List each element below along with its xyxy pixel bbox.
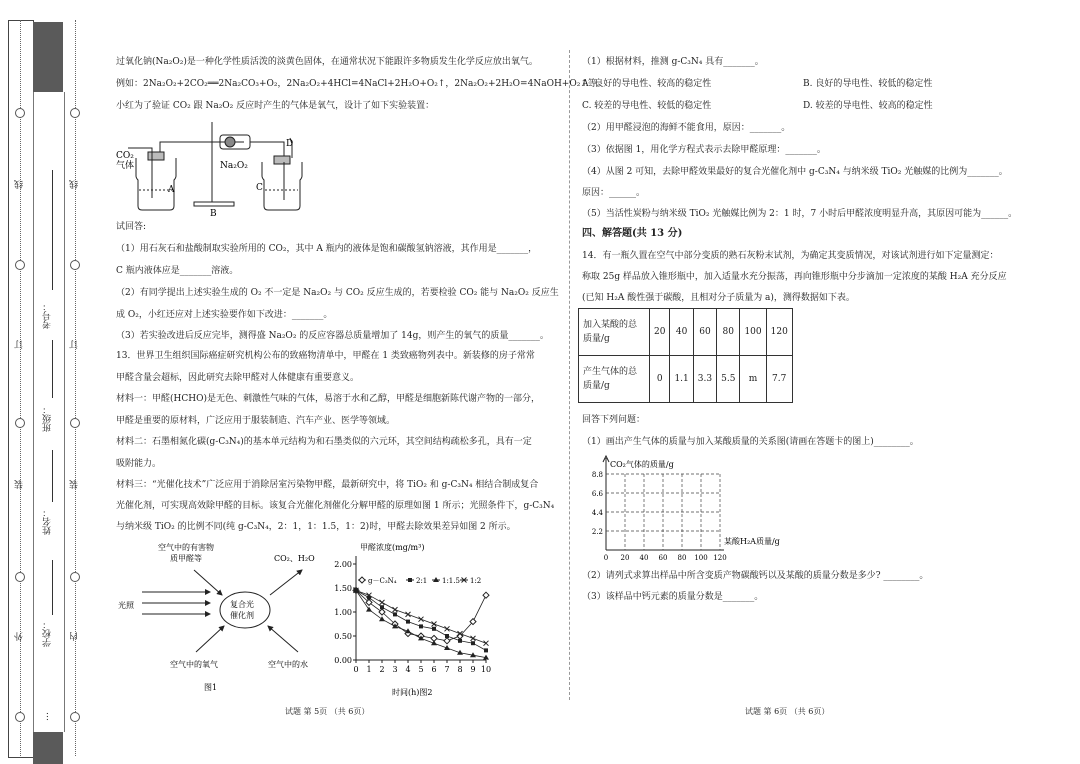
data-point — [359, 577, 365, 583]
table-cell: 1.1 — [670, 356, 693, 403]
label-co2: CO₂ — [116, 151, 134, 161]
x-tick-label: 10 — [480, 665, 492, 674]
q12-line: 成 O₂，小红还应对上述实验要作如下改进：_______。 — [116, 310, 333, 320]
fig1-caption: 图1 — [204, 683, 218, 692]
binding-hole — [15, 418, 25, 428]
y-tick-label: 4.4 — [591, 509, 603, 517]
fig2-ylabel: 甲醛浓度(mg/m³) — [360, 543, 425, 552]
inner-label: 内 — [70, 632, 80, 641]
data-point — [445, 626, 450, 631]
graph-xlabel: 某酸H₂A质量/g — [724, 537, 780, 546]
binding-frame — [8, 20, 34, 758]
x-tick-label: 0 — [603, 554, 609, 562]
x-tick-label: 9 — [470, 665, 476, 674]
outer-label: 订 — [15, 340, 25, 349]
q13-5: （5）当活性炭粉与纳米级 TiO₂ 光触媒比例为 2：1 时，7 小时后甲醛浓度明显升高，其原因可能为______。 — [582, 209, 1018, 219]
outer-label: 装 — [15, 480, 25, 489]
table-cell: 20 — [650, 309, 670, 356]
data-point — [408, 578, 412, 582]
table-row — [579, 356, 793, 403]
intro-line: 小红为了验证 CO₂ 跟 Na₂O₂ 反应时产生的气体是氧气，设计了如下实验装置： — [116, 101, 435, 111]
binding-hole — [15, 572, 25, 582]
intro-line: 例如：2Na₂O₂+2CO₂══2Na₂CO₃+O₂，2Na₂O₂+4HCl=4NaCl+2H₂O+O₂↑，2Na₂O₂+2H₂O=4NaOH+O₂↑等。 — [116, 79, 606, 89]
q14-line: 称取 25g 样品放入锥形瓶中，加入适量水充分振荡，再向锥形瓶中分步滴加一定浓度的某酸 H₂A 充分反应 — [582, 272, 1007, 282]
field-class: 班级： — [43, 405, 53, 432]
q13-2: （2）用甲醛浸泡的海鲜不能食用，原因：_______。 — [582, 123, 791, 133]
option-d: D. 较差的导电性、较高的稳定性 — [803, 101, 933, 111]
table-cell: m — [740, 356, 766, 403]
data-point — [419, 624, 423, 628]
graph-ylabel: CO₂气体的质量/g — [610, 460, 674, 469]
field-line[interactable] — [52, 560, 53, 615]
data-point — [432, 627, 436, 631]
data-point — [393, 612, 397, 616]
table-cell: 3.3 — [693, 356, 716, 403]
data-point — [419, 617, 424, 622]
table-header-cell: 产生气体的总 质量/g — [579, 356, 650, 403]
binding-dark-top — [33, 22, 63, 92]
q14-1: （1）画出产生气体的质量与加入某酸质量的关系图(请画在答题卡的图上)________。 — [582, 437, 919, 447]
binding-hole — [70, 418, 80, 428]
binding-hole — [70, 108, 80, 118]
x-tick-label: 3 — [392, 665, 398, 674]
field-id: 考号： — [43, 302, 53, 329]
option-c: C. 较差的导电性、较低的稳定性 — [582, 101, 712, 111]
data-point — [393, 607, 398, 612]
page-divider — [569, 50, 570, 700]
y-tick-label: 0.50 — [334, 632, 352, 641]
data-point — [484, 648, 488, 652]
data-point — [366, 607, 372, 612]
data-point — [432, 622, 437, 627]
label-gas: 气体 — [116, 161, 135, 171]
fig1-oxygen: 空气中的氧气 — [170, 660, 218, 669]
table-cell: 40 — [670, 309, 693, 356]
q13-line: 材料三：“光催化技术”广泛应用于消除居室污染物甲醛，最新研究中，将 TiO₂ 和 g-C₃N₄ 相结合制成复合 — [116, 480, 539, 490]
fig2-caption: 时间(h)图2 — [392, 688, 433, 697]
x-tick-label: 7 — [444, 665, 450, 674]
fig1-catalyst-line2: 催化剂 — [230, 611, 254, 620]
q13-line: 与纳米级 TiO₂ 的比例不同(纯 g-C₃N₄，2：1，1：1.5，1：2)时，甲醛去除效果差异如图 2 所示。 — [116, 522, 516, 532]
table-cell: 7.7 — [766, 356, 792, 403]
y-tick-label: 6.6 — [591, 490, 603, 498]
data-point — [471, 641, 475, 645]
fig1-water: 空气中的水 — [268, 660, 308, 669]
x-tick-label: 20 — [620, 554, 630, 562]
fig1-harmful-line2: 质甲醛等 — [170, 554, 202, 563]
q14-data-table — [578, 308, 793, 403]
data-point — [406, 612, 411, 617]
footer-page-6: 试题 第 6页 （共 6页） — [745, 707, 830, 716]
fig1-products: CO₂、H₂O — [274, 554, 315, 563]
label-a: A — [168, 185, 175, 195]
figure-2-chart — [330, 538, 500, 700]
table-cell: 120 — [766, 309, 792, 356]
q12-line: （3）若实验改进后反应完毕，测得盛 Na₂O₂ 的反应容器总质量增加了 14g，则产生的氧气的质量_______。 — [116, 331, 549, 341]
q12-line: C 瓶内液体应是_______溶液。 — [116, 266, 239, 276]
q12-line: （1）用石灰石和盐酸制取实验所用的 CO₂，其中 A 瓶内的液体是饱和碳酸氢钠溶液，其作用是_______， — [116, 244, 538, 254]
q13-line: 吸附能力。 — [116, 459, 162, 469]
legend-label: 2:1 — [416, 577, 428, 585]
data-point — [379, 616, 385, 621]
table-cell: 80 — [717, 309, 740, 356]
y-tick-label: 0.00 — [334, 656, 352, 665]
binding-hole — [15, 260, 25, 270]
field-line[interactable] — [52, 340, 53, 398]
q14-2: （2）请列式求算出样品中所含变质产物碳酸钙以及某酸的质量分数是多少? ________。 — [582, 571, 929, 581]
q12-line: 试回答: — [116, 222, 147, 232]
inner-label: 装 — [70, 480, 80, 489]
outer-label: 外 — [15, 632, 25, 641]
x-tick-label: 0 — [353, 665, 359, 674]
q13-line: 光催化剂，可实现高效除甲醛的目标。该复合光催化剂催化分解甲醛的原理如图 1 所示；光照条件下，g-C₃N₄ — [116, 501, 555, 511]
field-name: 姓名： — [43, 508, 53, 535]
option-a: A. 良好的导电性、较高的稳定性 — [582, 79, 712, 89]
data-point — [471, 636, 476, 641]
y-tick-label: 1.50 — [334, 584, 352, 593]
binding-dark-bottom — [33, 732, 63, 764]
field-line[interactable] — [52, 170, 53, 290]
binding-hole — [15, 712, 25, 722]
x-tick-label: 120 — [713, 554, 727, 562]
data-point — [458, 639, 462, 643]
y-tick-label: 1.00 — [334, 608, 352, 617]
binding-dots: … — [41, 712, 51, 721]
binding-hole — [70, 712, 80, 722]
experiment-apparatus — [112, 118, 312, 218]
table-cell: 60 — [693, 309, 716, 356]
outer-dotted-line — [20, 20, 21, 756]
y-tick-label: 2.2 — [591, 528, 603, 536]
binding-hole — [15, 108, 25, 118]
q13-4: （4）从图 2 可知，去除甲醛效果最好的复合光催化剂中 g-C₃N₄ 与纳米级 TiO₂ 光触媒的比例为_______。 — [582, 167, 1008, 177]
fig1-light: 光照 — [118, 601, 134, 610]
label-b: B — [210, 209, 217, 218]
table-cell: 100 — [740, 309, 766, 356]
field-school: 学校： — [43, 620, 53, 647]
inner-label: 订 — [70, 340, 80, 349]
fig1-catalyst-line1: 复合光 — [230, 600, 254, 609]
table-cell: 5.5 — [717, 356, 740, 403]
data-point — [444, 638, 450, 644]
binding-hole — [70, 572, 80, 582]
q14-line: (已知 H₂A 酸性强于碳酸，且相对分子质量为 a)，测得数据如下表。 — [582, 293, 855, 303]
x-tick-label: 6 — [431, 665, 437, 674]
table-header-cell: 加入某酸的总 质量/g — [579, 309, 650, 356]
outer-label: 线 — [15, 180, 25, 189]
x-tick-label: 5 — [418, 665, 424, 674]
data-point — [484, 641, 489, 646]
inner-dotted-line — [75, 20, 76, 756]
label-na2o2: Na₂O₂ — [220, 161, 248, 171]
fig1-harmful-line1: 空气中的有害物 — [158, 543, 214, 552]
option-b: B. 良好的导电性、较低的稳定性 — [803, 79, 933, 89]
table-row — [579, 309, 793, 356]
data-point — [483, 592, 489, 598]
binding-strip — [0, 0, 100, 764]
q14-3: （3）该样品中钙元素的质量分数是_______。 — [582, 592, 764, 602]
data-point — [445, 634, 449, 638]
data-point — [406, 620, 410, 624]
x-tick-label: 4 — [405, 665, 411, 674]
footer-page-5: 试题 第 5页 （共 6页） — [285, 707, 370, 716]
figure-1-diagram — [112, 540, 322, 700]
intro-line: 过氧化钠(Na₂O₂)是一种化学性质活泼的淡黄色固体，在通常状况下能跟许多物质发生化学反应放出氧气。 — [116, 57, 538, 67]
x-tick-label: 8 — [457, 665, 463, 674]
data-point — [380, 605, 384, 609]
q13-line: 甲醛是重要的原材料，广泛应用于服装制造、汽车产业、医学等领域。 — [116, 416, 396, 426]
q13-line: 13．世界卫生组织国际癌症研究机构公布的致癌物清单中，甲醛在 1 类致癌物列表中。新装修的房子常常 — [116, 351, 535, 361]
binding-hole — [70, 260, 80, 270]
series-line — [356, 590, 486, 650]
field-line[interactable] — [52, 450, 53, 502]
q14-line: 14．有一瓶久置在空气中部分变质的熟石灰粉末试剂，为确定其变质情况，对该试剂进行如下定量测定： — [582, 251, 999, 261]
q12-line: （2）有同学提出上述实验生成的 O₂ 不一定是 Na₂O₂ 与 CO₂ 反应生成的，若要检验 CO₂ 能与 Na₂O₂ 反应生 — [116, 288, 559, 298]
section-heading: 四、解答题(共 13 分) — [582, 228, 683, 239]
label-c: C — [256, 183, 263, 193]
legend-label: g－C₃N₄ — [368, 577, 397, 585]
q13-line: 材料一：甲醛(HCHO)是无色、刺激性气味的气体，易溶于水和乙醇，甲醛是细胞新陈代谢产物的一部分， — [116, 394, 540, 404]
label-d: D — [286, 139, 294, 149]
q13-1: （1）根据材料，推测 g-C₃N₄ 具有_______。 — [582, 57, 764, 67]
answer-intro: 回答下列问题： — [582, 415, 646, 425]
series-line — [356, 590, 486, 657]
q14-answer-graph[interactable] — [588, 454, 808, 564]
data-point — [380, 600, 385, 605]
y-tick-label: 2.00 — [334, 560, 352, 569]
q13-3: （3）依据图 1，用化学方程式表示去除甲醛原理：_______。 — [582, 145, 826, 155]
x-tick-label: 40 — [639, 554, 649, 562]
legend-label: 1:2 — [470, 577, 482, 585]
x-tick-label: 2 — [379, 665, 385, 674]
q13-4-reason: 原因：______。 — [582, 188, 646, 198]
x-tick-label: 100 — [694, 554, 708, 562]
x-tick-label: 80 — [677, 554, 687, 562]
q13-line: 甲醛含量会超标，因此研究去除甲醛对人体健康有重要意义。 — [116, 373, 360, 383]
x-tick-label: 60 — [658, 554, 668, 562]
y-tick-label: 8.8 — [591, 471, 603, 479]
legend-label: 1:1.5 — [442, 577, 460, 585]
q13-line: 材料二：石墨相氮化碳(g-C₃N₄)的基本单元结构为和石墨类似的六元环，其空间结构疏松多孔，具有一定 — [116, 437, 532, 447]
table-cell: 0 — [650, 356, 670, 403]
x-tick-label: 1 — [366, 665, 372, 674]
inner-label: 线 — [70, 180, 80, 189]
